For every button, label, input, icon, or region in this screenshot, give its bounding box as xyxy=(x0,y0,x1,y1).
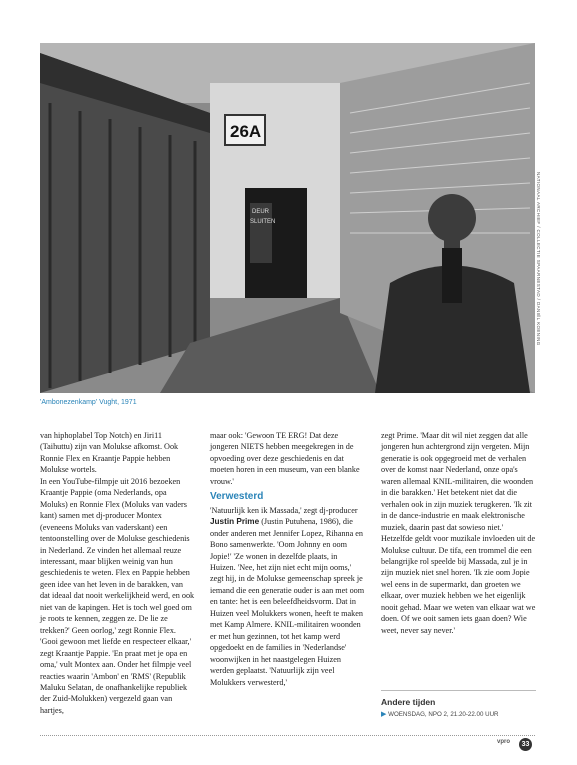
paragraph xyxy=(210,505,365,688)
article-photo xyxy=(40,43,535,393)
photo-caption: 'Ambonezenkamp' Vught, 1971 xyxy=(40,399,137,406)
play-triangle-icon: ▶ xyxy=(381,711,387,718)
photo-credit: NATIONAAL ARCHIEF / COLLECTIE SPAARNESTAD / DANIËL KOENING xyxy=(536,172,541,346)
page-number: 33 xyxy=(519,738,532,751)
text-span: (Justin Putuhena, 1986), die onder anderen met Jennifer Lopez, Rihanna en Bono samenwerkte. 'Oom Johnny en oom Jopie!' 'Ze wonen in dezelfde plaats, in Huizen. 'Nee, het zijn niet echt mijn ooms,' zegt hij, in de Molukse gemeenschap spreek je iemand die een generatie ouder is aan met oom en tante: het is een beleefdheidsvorm. Dat in Huizen veel Molukkers wonen, heeft te maken met Kamp Almere. KNIL-militairen woonden er met hun gezinnen, tot het kamp werd opgedoekt en de families in 'Nederlandse' woonwijken in het naastgelegen Huizen werden geplaatst. 'Natuurlijk zijn veel Molukkers verwesterd,' xyxy=(210,517,365,687)
broadcast-info-box xyxy=(381,690,536,718)
artist-name: Justin Prime xyxy=(210,517,260,527)
broadcast-line xyxy=(381,710,536,718)
paragraph: van hiphoplabel Top Notch) en Jiri11 (Taihuttu) zijn van Molukse afkomst. Ook Ronnie Flex en Kraantje Pappie hebben Molukse wortels. xyxy=(40,431,179,475)
door-text-2: SLUITEN xyxy=(250,219,276,225)
article-column-2 xyxy=(210,430,365,688)
broadcast-time: WOENSDAG, NPO 2, 21.20-22.00 UUR xyxy=(388,711,499,718)
box-title: Andere tijden xyxy=(381,697,436,707)
article-column-3 xyxy=(381,430,536,636)
text-span: 'Natuurlijk ken ik Massada,' zegt dj-producer xyxy=(210,505,358,515)
article-column-1 xyxy=(40,430,195,716)
paragraph: maar ook: 'Gewoon TE ERG! Dat deze jongeren NIETS hebben meegekregen in de opvoeding over deze geschiedenis en dat moeten horen in een museum, van een blanke vrouw.' xyxy=(210,431,360,486)
footer-logo: vpro xyxy=(497,739,511,745)
paragraph: In een YouTube-filmpje uit 2016 bezoeken Kraantje Pappie (oma Nederlands, opa Moluks) en Ronnie Flex (Moluks van vaders kant) samen met dj-producer Montex (eveneens Moluks van vaderskant) een tentoonstelling over de Molukse geschiedenis in Nederland. Ze vinden het allemaal reuze interessant, maar blijken weinig van hun geschiedenis te weten. Flex en Pappie hebben geen idee van het leven in de barakken, van dat ideaal dat nooit werkelijkheid werd, en ook niet van de kapingen. Het is toch wel goed om je roots te kennen, zeggen ze. De lie ze trekken?' Geen oorlog,' zegt Ronnie Flex. 'Gooi gewoon met liefde en respecteer elkaar,' zegt Kraantje Pappie. 'En praat met je opa en oma,' vult Montex aan. Onder het filmpje veel reacties waarin 'Ambon' en 'RMS' (Republik Maluku Selatan, de onafhankelijke republiek der Zuid-Molukken) vergezeld gaan van hartjes, xyxy=(40,476,195,715)
paragraph: zegt Prime. 'Maar dit wil niet zeggen dat alle jongeren hun achtergrond zijn vergeten. Mijn generatie is ook opgegroeid met de verhalen over de komst naar Nederland, onze opa's waren allemaal KNIL-militairen, die woonden in die barakken.' Het betekent niet dat die verhalen ook in zijn muziek terugkeren. 'Ik zit in de dance-industrie en maak elektronische muziek, daarin past dat sowieso niet.' Hetzelfde geldt voor muzikale invloeden uit de Molukse cultuur. De tifa, een trommel die een belangrijke rol speelde bij Massada, zul je in zijn muziek niet snel horen. 'Ik zie oom Jopie wel eens in de supermarkt, dan groeten we elkaar, over muziek hebben we het eigenlijk nooit gehad. Maar we weten van elkaar wat we doen. Of we ooit samen iets gaan doen? Wie weet, never say never.' xyxy=(381,431,536,635)
section-subhead: Verwesterd xyxy=(210,491,264,503)
footer-divider xyxy=(40,735,535,736)
door-number: 26A xyxy=(230,122,262,141)
door-text-1: DEUR xyxy=(252,209,270,215)
barracks-photo-illustration xyxy=(40,43,535,393)
